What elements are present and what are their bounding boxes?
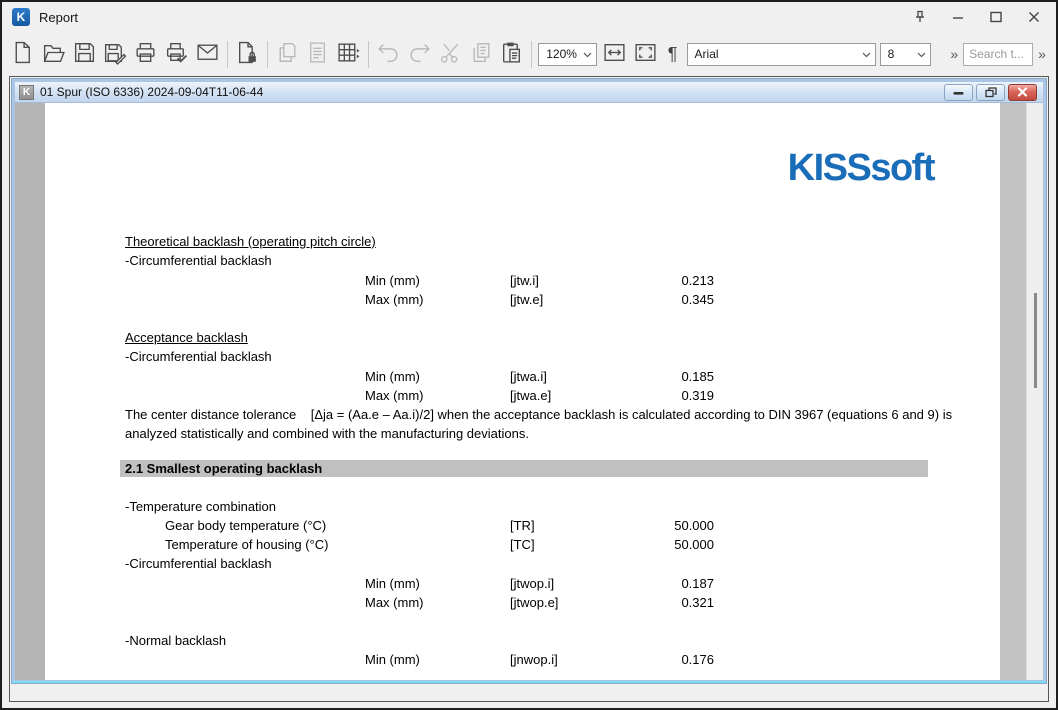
- toolbar-overflow-button[interactable]: [945, 46, 963, 62]
- child-close-button[interactable]: [1008, 84, 1037, 101]
- save-icon: [72, 40, 97, 68]
- mdi-area: [9, 76, 1049, 702]
- child-window-icon: K: [19, 85, 34, 100]
- cut-button[interactable]: [435, 39, 466, 70]
- redo-icon: [407, 40, 432, 68]
- paste-button[interactable]: [496, 39, 527, 70]
- row-label: Max (mm): [365, 292, 424, 307]
- toolbar-separator: [267, 41, 268, 68]
- undo-icon: [376, 40, 401, 68]
- row-symbol: [jtwop.i]: [510, 576, 555, 591]
- report-row: [45, 576, 1000, 592]
- zoom-select[interactable]: [538, 43, 597, 66]
- chevron-down-icon: [577, 47, 592, 61]
- formatting-marks-button[interactable]: [661, 40, 685, 68]
- document-area: [15, 103, 1043, 680]
- pin-icon: [912, 9, 928, 25]
- save-as-button[interactable]: [99, 39, 130, 70]
- child-restore-button[interactable]: [976, 84, 1005, 101]
- document-lock-icon: [235, 40, 260, 68]
- toolbar-separator: [368, 41, 369, 68]
- subsection-label: -Temperature combination: [125, 499, 277, 514]
- report-row: [45, 273, 1000, 289]
- chevron-down-icon: [856, 47, 871, 61]
- protect-document-button[interactable]: [232, 39, 263, 70]
- section-heading: Acceptance backlash: [125, 330, 248, 345]
- row-value: 50.000: [674, 537, 714, 552]
- toolbar-separator: [227, 41, 228, 68]
- section-title-bar: [120, 460, 928, 477]
- kisssoft-logo: KISSsoft: [787, 147, 934, 189]
- zoom-value: 120%: [546, 47, 577, 61]
- print-check-icon: [164, 40, 189, 68]
- restore-icon: [985, 87, 997, 98]
- pilcrow-icon: ¶: [667, 43, 678, 64]
- search-overflow-button[interactable]: [1033, 46, 1051, 62]
- minimize-button[interactable]: [946, 6, 970, 28]
- subsection-label: -Circumferential backlash: [125, 556, 272, 571]
- toolbar-separator: [531, 41, 532, 68]
- subsection-label: -Circumferential backlash: [125, 253, 272, 268]
- row-value: 0.345: [681, 292, 714, 307]
- double-chevron-icon: »: [950, 46, 959, 62]
- app-icon: K: [12, 8, 30, 26]
- fit-page-icon: [633, 40, 658, 68]
- double-chevron-icon: »: [1038, 46, 1046, 62]
- report-row: [45, 537, 1000, 553]
- subsection-label: -Normal backlash: [125, 633, 227, 648]
- duplicate-pages-button[interactable]: [272, 39, 303, 70]
- report-page: [45, 103, 1000, 680]
- paste-icon: [499, 40, 524, 68]
- row-label: Temperature of housing (°C): [165, 537, 329, 552]
- report-child-window: [12, 79, 1046, 683]
- titlebar[interactable]: [2, 2, 1056, 32]
- row-label: Min (mm): [365, 652, 420, 667]
- send-email-button[interactable]: [192, 39, 223, 70]
- save-as-icon: [102, 40, 127, 68]
- window-title: Report: [39, 9, 79, 25]
- report-row: [45, 292, 1000, 308]
- titlebar-controls: [908, 6, 1046, 28]
- page-gutter: [1000, 103, 1026, 680]
- copy-button[interactable]: [466, 39, 497, 70]
- row-symbol: [TR]: [510, 518, 535, 533]
- row-value: 0.176: [681, 652, 714, 667]
- scrollbar-thumb[interactable]: [1034, 293, 1037, 388]
- row-symbol: [jtw.i]: [510, 273, 539, 288]
- close-icon: [1017, 87, 1028, 97]
- font-size-value: 8: [887, 47, 895, 61]
- minimize-icon: [951, 10, 965, 24]
- subsection-label: -Circumferential backlash: [125, 349, 272, 364]
- row-symbol: [jtwa.i]: [510, 369, 547, 384]
- row-symbol: [jnwop.i]: [510, 652, 558, 667]
- undo-button[interactable]: [373, 39, 404, 70]
- child-titlebar[interactable]: [15, 82, 1043, 103]
- new-document-icon: [10, 40, 35, 68]
- row-value: 0.321: [681, 595, 714, 610]
- report-row: [45, 388, 1000, 404]
- chevron-down-icon: [911, 47, 926, 61]
- report-row: [45, 518, 1000, 534]
- page-gutter: [15, 103, 45, 680]
- document-lines-icon: [305, 40, 330, 68]
- row-value: 0.319: [681, 388, 714, 403]
- row-label: Max (mm): [365, 595, 424, 610]
- print-button[interactable]: [130, 39, 161, 70]
- row-label: Min (mm): [365, 369, 420, 384]
- row-value: 0.185: [681, 369, 714, 384]
- row-value: 0.213: [681, 273, 714, 288]
- copy-icon: [469, 40, 494, 68]
- row-symbol: [TC]: [510, 537, 535, 552]
- open-file-button[interactable]: [38, 39, 69, 70]
- font-select[interactable]: [687, 43, 876, 66]
- minimize-icon: [953, 88, 964, 97]
- font-size-select[interactable]: [880, 43, 932, 66]
- maximize-icon: [989, 10, 1003, 24]
- search-input[interactable]: [963, 43, 1033, 66]
- table-settings-button[interactable]: [333, 39, 364, 70]
- print-settings-button[interactable]: [161, 39, 192, 70]
- email-icon: [195, 40, 220, 68]
- row-label: Min (mm): [365, 273, 420, 288]
- new-document-button[interactable]: [7, 39, 38, 70]
- redo-button[interactable]: [404, 39, 435, 70]
- toolbar: [2, 32, 1056, 76]
- tolerance-note: The center distance tolerance [Δja = (Aa.e – Aa.i)/2] when the acceptance backlash is calculated according to DIN 3967 (equations 6 and 9) is analyzed statistically and combined with the manufacturing deviations.: [125, 407, 956, 441]
- row-value: 50.000: [674, 518, 714, 533]
- cut-icon: [438, 40, 463, 68]
- child-minimize-button[interactable]: [944, 84, 973, 101]
- child-window-title: 01 Spur (ISO 6336) 2024-09-04T11-06-44: [40, 85, 264, 99]
- report-row: [45, 652, 1000, 668]
- vertical-scrollbar[interactable]: [1026, 103, 1043, 680]
- report-row: [45, 369, 1000, 385]
- row-value: 0.187: [681, 576, 714, 591]
- maximize-button[interactable]: [984, 6, 1008, 28]
- table-grid-icon: [336, 40, 361, 68]
- section-heading: Theoretical backlash (operating pitch circle): [125, 234, 376, 249]
- report-row: [45, 595, 1000, 611]
- close-icon: [1027, 10, 1041, 24]
- pin-button[interactable]: [908, 6, 932, 28]
- view-text-button[interactable]: [302, 39, 333, 70]
- font-name: Arial: [694, 47, 719, 61]
- open-folder-icon: [41, 40, 66, 68]
- close-button[interactable]: [1022, 6, 1046, 28]
- fit-page-button[interactable]: [630, 39, 661, 70]
- window-glow-edge: [12, 681, 1046, 683]
- row-symbol: [jtwop.e]: [510, 595, 559, 610]
- row-symbol: [jtwa.e]: [510, 388, 552, 403]
- fit-width-button[interactable]: [599, 39, 630, 70]
- save-button[interactable]: [69, 39, 100, 70]
- row-label: Max (mm): [365, 388, 424, 403]
- print-icon: [133, 40, 158, 68]
- row-symbol: [jtw.e]: [510, 292, 544, 307]
- row-label: Gear body temperature (°C): [165, 518, 327, 533]
- child-window-controls: [944, 84, 1039, 101]
- section-title: 2.1 Smallest operating backlash: [125, 461, 323, 476]
- row-label: Min (mm): [365, 576, 420, 591]
- fit-width-icon: [602, 40, 627, 68]
- copy-pages-icon: [275, 40, 300, 68]
